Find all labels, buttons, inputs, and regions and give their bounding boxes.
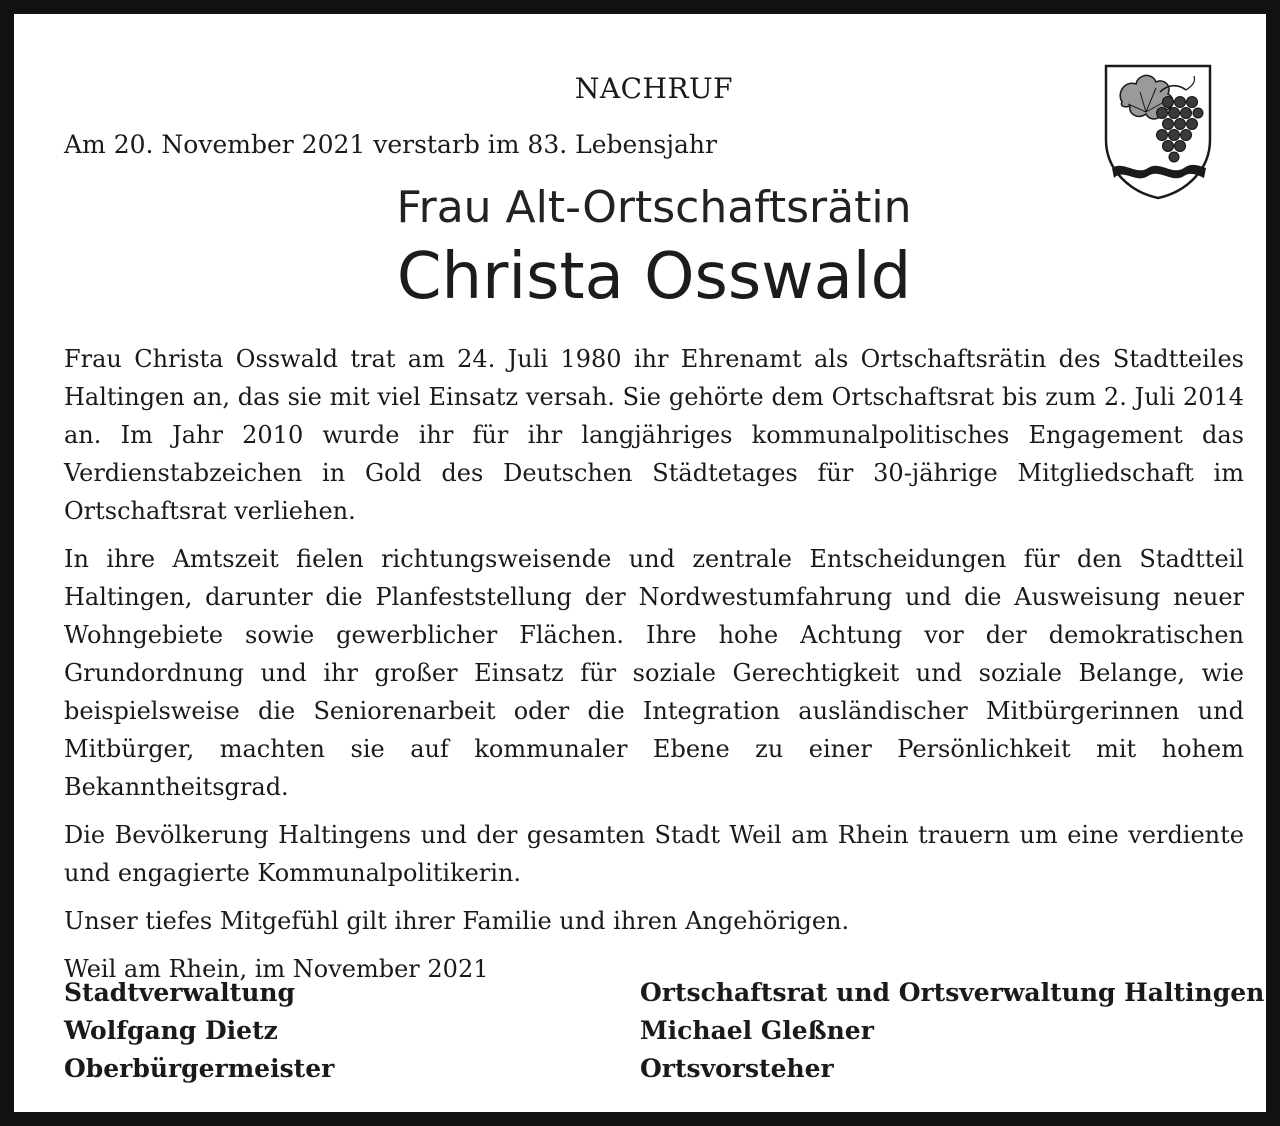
signature-left-role: Oberbürgermeister: [64, 1054, 335, 1083]
signature-left-person: Wolfgang Dietz: [64, 1016, 278, 1045]
paragraph-mourning: Die Bevölkerung Haltingens und der gesamten Stadt Weil am Rhein trauern um eine verdiente und engagierte Kommunalpolitikerin.: [64, 821, 1244, 887]
notice-body: [64, 340, 1244, 998]
paragraph-condolence: Unser tiefes Mitgefühl gilt ihrer Familie und ihren Angehörigen.: [64, 907, 850, 935]
coat-of-arms-grape-icon: [1102, 62, 1214, 202]
signature-left-org: Stadtverwaltung: [64, 978, 296, 1007]
signature-left: [64, 974, 334, 1088]
signature-right-person: Michael Gleßner: [640, 1016, 874, 1045]
deceased-title: Frau Alt-Ortschaftsrätin: [396, 182, 912, 233]
notice-label: NACHRUF: [574, 72, 734, 105]
signature-right-role: Ortsvorsteher: [640, 1054, 834, 1083]
place-date: Weil am Rhein, im November 2021: [64, 955, 489, 983]
paragraph-career: Frau Christa Osswald trat am 24. Juli 1980 ihr Ehrenamt als Ortschaftsrätin des Stadtteiles Haltingen an, das sie mit viel Einsatz versah. Sie gehörte dem Ortschaftsrat bis zum 2. Juli 2014 an. Im Jahr 2010 wurde ihr für ihr langjähriges kommunalpolitisches Engagement das Verdienstabzeichen in Gold des Deutschen Städtetages für 30-jährige Mitgliedschaft im Ortschaftsrat verliehen.: [64, 345, 1244, 525]
paragraph-achievements: In ihre Amtszeit fielen richtungsweisende und zentrale Entscheidungen für den Stadtteil Haltingen, darunter die Planfeststellung der Nordwestumfahrung und die Ausweisung neuer Wohngebiete sowie gewerblicher Flächen. Ihre hohe Achtung vor der demokratischen Grundordnung und ihr großer Einsatz für soziale Gerechtigkeit und soziale Belange, wie beispielsweise die Seniorenarbeit oder die Integration ausländischer Mitbürgerinnen und Mitbürger, machten sie auf kommunaler Ebene zu einer Persönlichkeit mit hohem Bekanntheitsgrad.: [64, 545, 1244, 801]
signature-right-org: Ortschaftsrat und Ortsverwaltung Haltingen: [640, 978, 1265, 1007]
deceased-name: Christa Osswald: [396, 240, 912, 314]
intro-line: Am 20. November 2021 verstarb im 83. Lebensjahr: [64, 130, 717, 159]
signature-right: [640, 974, 1264, 1088]
